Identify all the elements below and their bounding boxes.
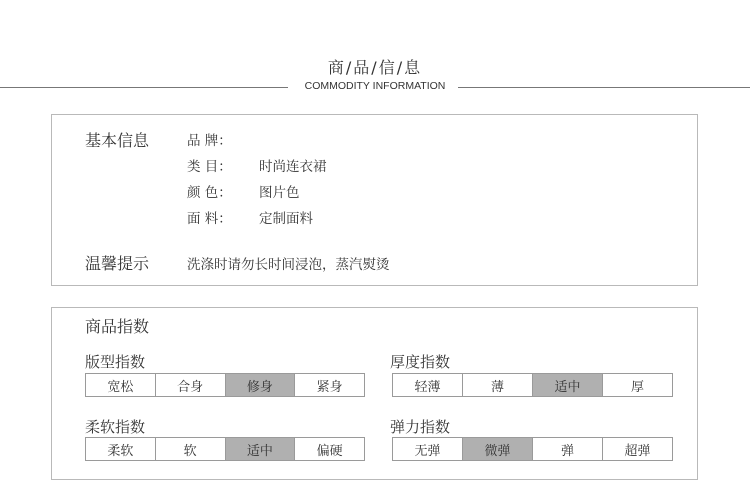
basic-info-panel xyxy=(51,114,698,286)
scale-option: 紧身 xyxy=(294,374,364,396)
fit-index-scale xyxy=(85,373,365,397)
field-color-value: 图片色 xyxy=(259,185,300,201)
elasticity-index-label: 弹力指数 xyxy=(390,418,451,436)
scale-option: 宽松 xyxy=(107,379,134,395)
field-brand-label: 品 牌： xyxy=(187,133,232,149)
scale-option: 柔软 xyxy=(107,443,134,459)
scale-option: 软 xyxy=(155,438,225,460)
softness-index-scale xyxy=(85,437,365,461)
tip-text: 洗涤时请勿长时间浸泡，蒸汽熨烫 xyxy=(187,257,390,273)
scale-option: 适中 xyxy=(532,374,602,396)
scale-option: 弹 xyxy=(532,438,602,460)
thickness-index-scale xyxy=(392,373,673,397)
fit-index-label: 版型指数 xyxy=(85,353,146,371)
section-title: 商/品/信/息 xyxy=(327,58,423,77)
section-subtitle-row xyxy=(0,80,750,94)
divider-right xyxy=(458,87,750,88)
scale-option: 薄 xyxy=(462,374,532,396)
product-index-panel xyxy=(51,307,698,480)
scale-option: 偏硬 xyxy=(294,438,364,460)
index-heading: 商品指数 xyxy=(85,317,150,336)
field-color-label: 颜 色： xyxy=(187,185,232,201)
field-category-value: 时尚连衣裙 xyxy=(259,159,327,175)
scale-option: 微弹 xyxy=(462,438,532,460)
scale-option: 厚 xyxy=(602,374,672,396)
thickness-index-label: 厚度指数 xyxy=(390,353,451,371)
scale-option: 超弹 xyxy=(602,438,672,460)
section-subtitle: COMMODITY INFORMATION xyxy=(304,80,446,92)
field-fabric-value: 定制面料 xyxy=(259,211,313,227)
tip-heading: 温馨提示 xyxy=(85,254,150,273)
field-fabric-label: 面 料： xyxy=(187,211,232,227)
field-category-label: 类 目： xyxy=(187,159,232,175)
scale-option: 适中 xyxy=(225,438,295,460)
scale-option: 修身 xyxy=(225,374,295,396)
scale-option: 无弹 xyxy=(414,443,441,459)
softness-index-label: 柔软指数 xyxy=(85,418,146,436)
basic-info-heading: 基本信息 xyxy=(85,131,150,150)
elasticity-index-scale xyxy=(392,437,673,461)
scale-option: 轻薄 xyxy=(414,379,441,395)
scale-option: 合身 xyxy=(155,374,225,396)
divider-left xyxy=(0,87,288,88)
